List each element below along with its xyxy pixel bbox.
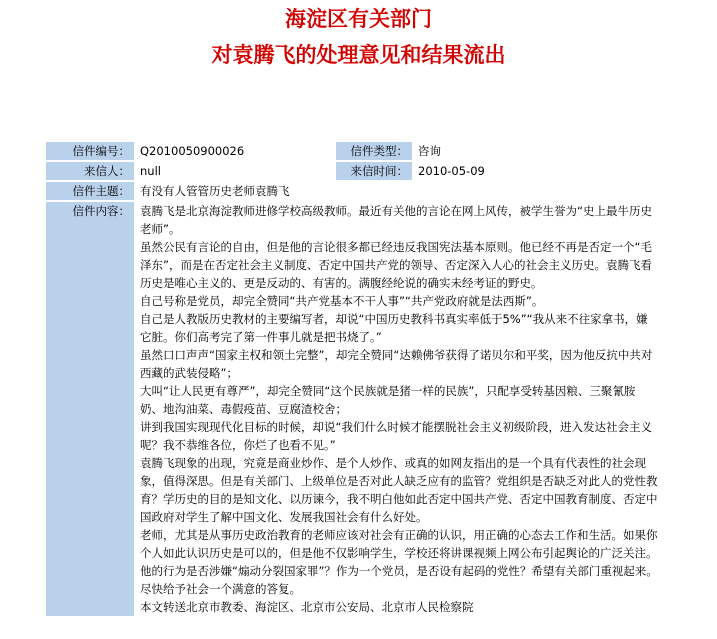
content-body <box>136 202 662 616</box>
number-value: Q2010050900026 <box>136 142 334 160</box>
content-paragraph: 虽然口口声声“国家主权和领土完整”，却完全赞同“达赖佛爷获得了诺贝尔和平奖，因为他反抗中共对西藏的武装侵略”； <box>140 348 653 380</box>
type-value: 咨询 <box>414 142 662 160</box>
number-label: 信件编号： <box>46 142 134 160</box>
row-subject <box>46 182 662 200</box>
content-paragraph: 老师，尤其是从事历史政治教育的老师应该对社会有正确的认识，用正确的心态去工作和生活。如果你个人如此认识历史是可以的，但是他不仅影响学生，学校还将讲课视频上网公布引起舆论的广泛关注。他的行为是否涉嫌“煽动分裂国家罪”？作为一个党员，是否设有起码的党性？希望有关部门重视起来。尽快给予社会一个满意的答复。 <box>140 528 658 596</box>
row-sender-time <box>46 162 662 180</box>
headline-line-2: 对袁腾飞的处理意见和结果流出 <box>211 42 506 67</box>
headline-line-1: 海淀区有关部门 <box>285 6 432 31</box>
content-paragraph: 大叫“让人民更有尊严”，却完全赞同“这个民族就是猪一样的民族”，只配享受转基因粮、三聚氰胺奶、地沟油菜、毒假疫苗、豆腐渣校舍； <box>140 384 636 416</box>
row-number-type <box>46 142 662 160</box>
content-label: 信件内容： <box>46 202 134 616</box>
subject-label: 信件主题： <box>46 182 134 200</box>
subject-value: 有没有人管管历史老师袁腾飞 <box>136 182 662 200</box>
time-value: 2010-05-09 <box>414 162 662 180</box>
type-label: 信件类型： <box>336 142 412 160</box>
sender-label: 来信人： <box>46 162 134 180</box>
letter-table <box>44 140 664 618</box>
sender-value: null <box>136 162 334 180</box>
content-paragraph: 袁腾飞现象的出现，究竟是商业炒作、是个人炒作、或真的如网友指出的是一个具有代表性的社会现象，值得深思。但是有关部门、上级单位是否对此人缺乏应有的监管？党组织是否缺乏对此人的党性教育？学历史的目的是知文化、以历谏今，我不明白他如此否定中国共产党、否定中国教育制度、否定中国政府对学生了解中国文化、发展我国社会有什么好处。 <box>140 456 658 524</box>
row-content <box>46 202 662 616</box>
content-paragraph: 自己是人教版历史教材的主要编写者，却说“中国历史教科书真实率低于5%”“我从来不往家拿书，嫌它脏。你们高考完了第一件事儿就是把书烧了。” <box>140 312 648 344</box>
content-paragraph: 本文转送北京市教委、海淀区、北京市公安局、北京市人民检察院 <box>140 600 474 614</box>
content-paragraph: 虽然公民有言论的自由，但是他的言论很多都已经违反我国宪法基本原则。他已经不再是否定一个“毛泽东”，而是在否定社会主义制度、否定中国共产党的领导、否定深入人心的社会主义历史。袁腾飞看历史是唯心主义的、更是反动的、有害的。满腹经纶说的确实未经考证的野史。 <box>140 240 652 290</box>
content-paragraph: 讲到我国实现现代化目标的时候，却说“我们什么时候才能摆脱社会主义初级阶段，进入发达社会主义呢？我不恭维各位，你烂了也看不见。” <box>140 420 652 452</box>
content-paragraph: 袁腾飞是北京海淀教师进修学校高级教师。最近有关他的言论在网上风传，被学生誉为“史上最牛历史老师”。 <box>140 204 652 236</box>
time-label: 来信时间： <box>336 162 412 180</box>
content-paragraph: 自己号称是党员，却完全赞同“共产党基本不干人事”“共产党政府就是法西斯”。 <box>140 294 544 308</box>
